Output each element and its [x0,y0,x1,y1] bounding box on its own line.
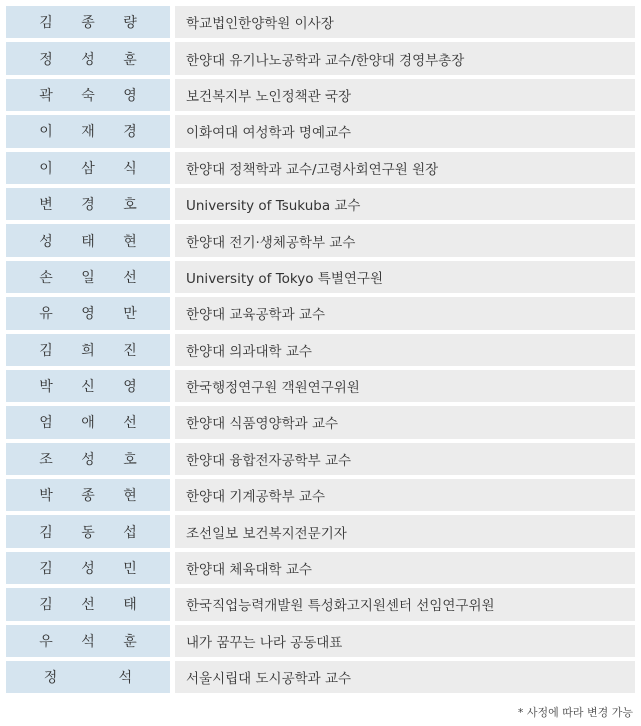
member-role: 한국행정연구원 객원연구위원 [175,370,635,402]
member-role: 한양대 기계공학부 교수 [175,479,635,511]
member-role: 한양대 교육공학과 교수 [175,297,635,329]
member-name: 변 경 호 [6,188,170,220]
table-row [6,115,635,147]
member-name: 엄 애 선 [6,406,170,438]
member-role: 보건복지부 노인정책관 국장 [175,79,635,111]
member-role: 한양대 식품영양학과 교수 [175,406,635,438]
member-role: 서울시립대 도시공학과 교수 [175,661,635,693]
member-role: 한국직업능력개발원 특성화고지원센터 선임연구위원 [175,588,635,620]
member-role: 한양대 유기나노공학과 교수/한양대 경영부총장 [175,42,635,74]
member-name: 박 신 영 [6,370,170,402]
table-row [6,406,635,438]
member-name: 김 동 섭 [6,515,170,547]
member-name: 정 석 [6,661,170,693]
member-name: 곽 숙 영 [6,79,170,111]
member-name: 조 성 호 [6,443,170,475]
member-role: University of Tsukuba 교수 [175,188,635,220]
member-name: 손 일 선 [6,261,170,293]
member-role: 조선일보 보건복지전문기자 [175,515,635,547]
table-row [6,6,635,38]
member-name: 박 종 현 [6,479,170,511]
table-row [6,661,635,693]
member-name: 김 성 민 [6,552,170,584]
table-row [6,79,635,111]
member-name: 우 석 훈 [6,625,170,657]
table-row [6,224,635,256]
table-row [6,42,635,74]
member-table [6,6,635,697]
table-row [6,297,635,329]
member-name: 성 태 현 [6,224,170,256]
member-role: 한양대 체육대학 교수 [175,552,635,584]
member-role: 한양대 정책학과 교수/고령사회연구원 원장 [175,152,635,184]
member-name: 이 삼 식 [6,152,170,184]
table-row [6,588,635,620]
member-name: 김 선 태 [6,588,170,620]
member-role: 내가 꿈꾸는 나라 공동대표 [175,625,635,657]
table-row [6,552,635,584]
table-row [6,188,635,220]
member-name: 김 종 량 [6,6,170,38]
footnote: * 사정에 따라 변경 가능 [517,706,633,719]
member-role: 한양대 융합전자공학부 교수 [175,443,635,475]
table-row [6,261,635,293]
table-row [6,334,635,366]
table-row [6,152,635,184]
table-row [6,625,635,657]
member-role: University of Tokyo 특별연구원 [175,261,635,293]
table-row [6,443,635,475]
member-name: 김 희 진 [6,334,170,366]
table-row [6,479,635,511]
member-role: 학교법인한양학원 이사장 [175,6,635,38]
member-name: 유 영 만 [6,297,170,329]
table-row [6,515,635,547]
member-name: 정 성 훈 [6,42,170,74]
member-name: 이 재 경 [6,115,170,147]
member-role: 한양대 의과대학 교수 [175,334,635,366]
member-role: 이화여대 여성학과 명예교수 [175,115,635,147]
table-row [6,370,635,402]
member-role: 한양대 전기·생체공학부 교수 [175,224,635,256]
